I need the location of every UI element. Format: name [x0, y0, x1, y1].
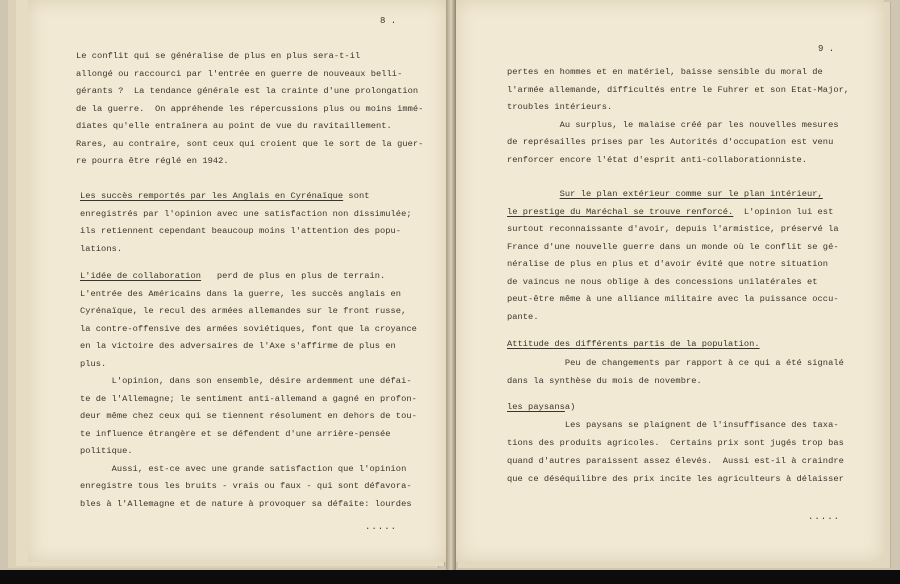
line-text: Au surplus, le malaise créé par les nouvelles mesures [507, 119, 839, 130]
paragraph [507, 354, 844, 390]
text-line [80, 223, 412, 241]
line-text: enregistrés par l'opinion avec une satisfaction non dissimulée; [80, 208, 412, 219]
text-line [80, 496, 417, 514]
line-text: France d'une nouvelle guerre dans un monde où le conflit se gé- [507, 241, 839, 252]
line-text: re pourra être réglé en 1942. [76, 156, 229, 166]
book-gutter [446, 0, 456, 570]
line-text: Cyrénaïque, le recul des armées allemandes sur le front russe, [80, 306, 407, 316]
paragraph [507, 64, 849, 169]
line-text: de la guerre. On appréhende les répercussions plus ou moins immé- [76, 103, 424, 114]
underlined-text: L'idée de collaboration [80, 271, 202, 281]
page-number: 8 . [380, 16, 397, 26]
text-line [507, 221, 839, 239]
text-line [80, 268, 417, 286]
line-text [507, 189, 560, 199]
line-text: L'opinion, dans son ensemble, désire ardemment une défai- [80, 376, 412, 386]
underlined-text: Attitude des différents partis de la population. [507, 339, 760, 349]
text-line [507, 336, 760, 354]
line-text: Peu de changements par rapport à ce qui a été signalé [507, 358, 844, 368]
text-line [80, 241, 412, 259]
text-line [76, 153, 423, 171]
text-line [80, 188, 412, 206]
line-text: peut-être même à une alliance militaire avec la puissance occu- [507, 294, 839, 304]
text-line [80, 373, 417, 391]
text-line [507, 152, 849, 170]
line-text: lations. [80, 243, 123, 254]
continuation-marks: ..... [808, 512, 841, 522]
line-text: enregistre tous les bruits - vrais ou faux - qui sont défavora- [80, 481, 412, 491]
text-line [507, 134, 849, 152]
line-text: que ce déséquilibre des prix incite les agriculteurs à délaisser [507, 474, 844, 484]
text-line [80, 206, 412, 224]
line-text: quand d'autres paraissent assez élevés. Aussi est-il à craindre [507, 456, 844, 466]
text-line [76, 101, 423, 119]
text-line [76, 66, 423, 84]
line-text: allongé ou raccourci par l'entrée en guerre de nouveaux belli- [76, 68, 403, 79]
line-text: te influence étrangère et se défendent d'une arrière-pensée [80, 428, 391, 439]
text-line [507, 239, 839, 257]
line-text: plus. [80, 358, 107, 369]
text-line [80, 286, 417, 304]
text-line [507, 416, 844, 434]
line-text: de représailles prises par les Autorités d'occupation est venu [507, 137, 834, 147]
scan-border [0, 570, 900, 584]
text-line [80, 461, 417, 479]
section-heading [507, 336, 760, 354]
text-line [80, 356, 417, 374]
line-text: Les paysans se plaignent de l'insuffisance des taxa- [507, 420, 839, 430]
underlined-text: les paysans [507, 402, 565, 412]
text-line [80, 426, 417, 444]
text-line [80, 408, 417, 426]
text-line [80, 338, 417, 356]
line-text: pertes en hommes et en matériel, baisse sensible du moral de [507, 67, 823, 77]
paragraph [76, 48, 423, 171]
line-text: diates qu'elle entraînera au point de vue du ravitaillement. [76, 121, 392, 131]
text-line [80, 321, 417, 339]
text-line [76, 136, 423, 154]
continuation-marks: ..... [365, 522, 398, 532]
paragraph [80, 268, 417, 513]
text-line [76, 118, 423, 136]
text-line [507, 186, 839, 204]
text-line [507, 434, 844, 452]
text-line [507, 470, 844, 488]
text-line [507, 117, 849, 135]
text-line [80, 391, 417, 409]
text-line [507, 354, 844, 372]
text-line [507, 372, 844, 390]
line-text: L'opinion lui est [733, 206, 834, 217]
line-text: Rares, au contraire, sont ceux qui croient que le sort de la guer- [76, 138, 424, 149]
text-line [507, 398, 844, 416]
line-text: bles à l'Allemagne et de nature à provoquer sa défaite: lourdes [80, 498, 412, 509]
line-text: ils retiennent cependant beaucoup moins l'attention des popu- [80, 226, 402, 236]
text-line [507, 82, 849, 100]
text-line [80, 303, 417, 321]
text-line [507, 204, 839, 222]
underlined-text: le prestige du Maréchal se trouve renforcé. [507, 206, 734, 217]
text-line [507, 274, 839, 292]
underlined-text: Les succès remportés par les Anglais en Cyrénaïque [80, 191, 344, 201]
line-text: de vaincus ne nous oblige à des concessions unilatérales et [507, 276, 818, 287]
line-text: en la victoire des adversaires de l'Axe s'affirme de plus en [80, 341, 396, 351]
page-number: 9 . [818, 44, 835, 54]
line-text: a) [564, 402, 586, 412]
line-text: L'entrée des Américains dans la guerre, les succès anglais en [80, 288, 402, 299]
line-text: Le conflit qui se généralise de plus en plus sera-t-il [76, 51, 361, 61]
line-text: surtout reconnaissante d'avoir, depuis l'armistice, préservé la [507, 224, 839, 234]
line-text: l'armée allemande, difficultés entre le Fuhrer et son Etat-Major, [507, 84, 850, 95]
line-text: la contre-offensive des armées soviétiques, font que la croyance [80, 323, 417, 334]
text-line [80, 443, 417, 461]
text-line [507, 309, 839, 327]
line-text: renforcer encore l'état d'esprit anti-collaborationniste. [507, 154, 808, 165]
line-text: tions des produits agricoles. Certains prix sont jugés trop bas [507, 438, 844, 448]
line-text: deur même chez ceux qui se tiennent résolument en dehors de tou- [80, 411, 417, 421]
text-line [507, 452, 844, 470]
line-text: dans la synthèse du mois de novembre. [507, 376, 702, 386]
text-line [80, 478, 417, 496]
line-text: gérants ? La tendance générale est la crainte d'une prolongation [76, 86, 419, 96]
line-text: politique. [80, 446, 133, 456]
text-line [507, 256, 839, 274]
line-text: perd de plus en plus de terrain. [201, 271, 386, 281]
paragraph [507, 186, 839, 326]
text-line [76, 83, 423, 101]
text-line [507, 99, 849, 117]
text-line [507, 291, 839, 309]
underlined-text: Sur le plan extérieur comme sur le plan intérieur, [559, 189, 823, 199]
line-text: te de l'Allemagne; le sentiment anti-allemand a gagné en profon- [80, 393, 417, 404]
text-line [76, 48, 423, 66]
paragraph [507, 398, 844, 488]
line-text: néralise de plus en plus et d'avoir évité que notre situation [507, 259, 829, 269]
line-text: troubles intérieurs. [507, 102, 613, 112]
text-line [507, 64, 849, 82]
line-text: Aussi, est-ce avec une grande satisfaction que l'opinion [80, 463, 407, 474]
line-text: sont [343, 191, 370, 201]
line-text: pante. [507, 311, 539, 322]
paragraph [80, 188, 412, 258]
